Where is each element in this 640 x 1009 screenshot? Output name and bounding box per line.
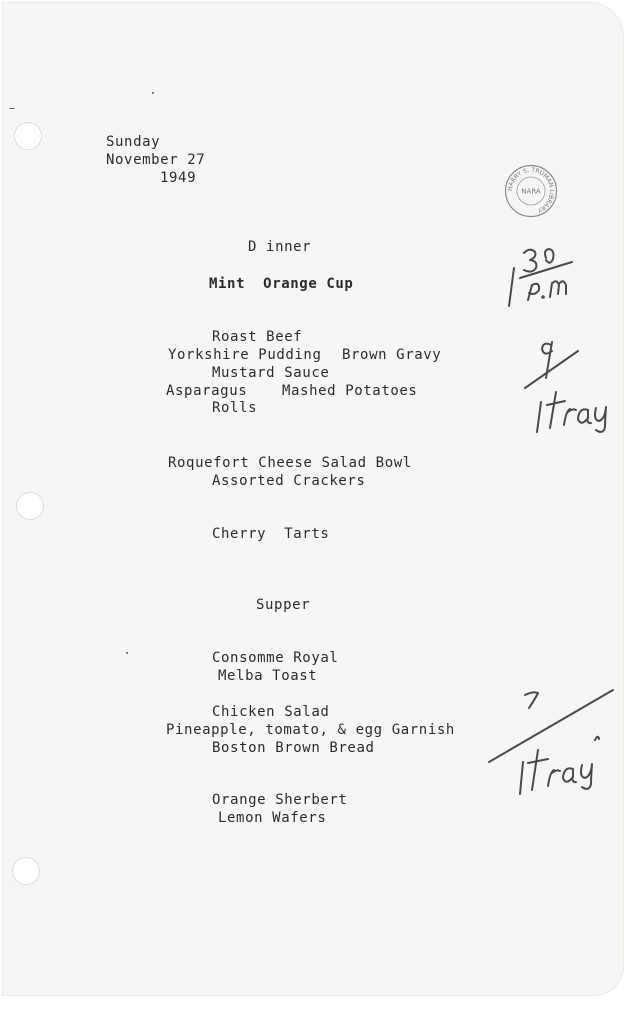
paper-mark <box>126 652 128 654</box>
supper-garnish: Pineapple, tomato, & egg Garnish <box>166 722 455 738</box>
dinner-first-course: Mint Orange Cup <box>209 276 354 292</box>
paper-mark <box>152 92 154 94</box>
supper-salad: Chicken Salad <box>212 704 330 720</box>
stamp-center-text: NARA <box>521 187 541 196</box>
date-month-day: November 27 <box>106 152 206 168</box>
menu-page <box>2 2 624 996</box>
dinner-roast: Roast Beef <box>212 329 303 345</box>
supper-toast: Melba Toast <box>218 668 318 684</box>
dinner-crackers: Assorted Crackers <box>212 473 366 489</box>
dinner-asparagus: Asparagus <box>166 383 248 399</box>
stamp-ring-text: HARRY S. TRUMAN LIBRARY <box>506 166 556 214</box>
dinner-gravy: Brown Gravy <box>342 347 442 363</box>
binder-hole-middle <box>16 492 44 520</box>
dinner-potatoes: Mashed Potatoes <box>282 383 418 399</box>
supper-soup: Consomme Royal <box>212 650 339 666</box>
paper-mark <box>9 108 15 109</box>
dinner-sauce: Mustard Sauce <box>212 365 330 381</box>
dinner-dessert: Cherry Tarts <box>212 526 330 542</box>
supper-heading: Supper <box>256 597 311 613</box>
date-year: 1949 <box>160 170 197 186</box>
dinner-heading: D inner <box>248 239 312 255</box>
library-stamp <box>504 164 558 218</box>
dinner-rolls: Rolls <box>212 400 258 416</box>
supper-bread: Boston Brown Bread <box>212 740 375 756</box>
supper-wafers: Lemon Wafers <box>218 810 327 826</box>
supper-sherbert: Orange Sherbert <box>212 792 348 808</box>
date-day: Sunday <box>106 134 161 150</box>
dinner-salad: Roquefort Cheese Salad Bowl <box>168 455 412 471</box>
dinner-pudding: Yorkshire Pudding <box>168 347 322 363</box>
binder-hole-bottom <box>12 857 40 885</box>
binder-hole-top <box>14 122 42 150</box>
